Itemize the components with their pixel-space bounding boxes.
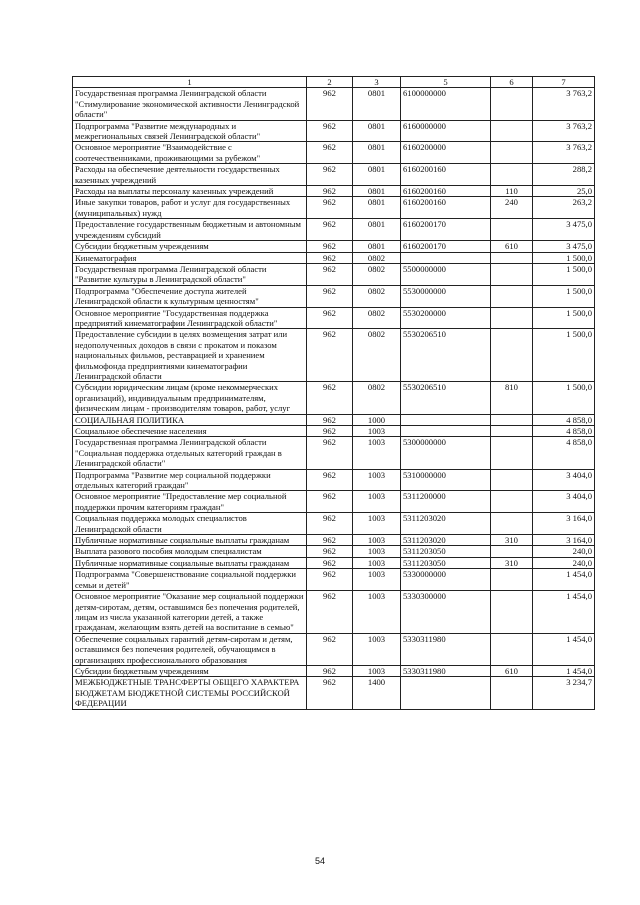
row-gr-cell: 962 <box>307 677 353 709</box>
row-target-cell: 6100000000 <box>401 88 491 120</box>
row-name-cell: Расходы на выплаты персоналу казенных учреждений <box>73 186 307 197</box>
row-section-cell: 1003 <box>353 569 401 591</box>
row-expense-type-cell <box>491 437 533 469</box>
row-sum-cell: 1 500,0 <box>533 307 595 329</box>
row-name-cell: Предоставление государственным бюджетным и автономным учреждениям субсидий <box>73 219 307 241</box>
row-expense-type-cell <box>491 426 533 437</box>
row-target-cell: 5330000000 <box>401 569 491 591</box>
row-target-cell: 5311203050 <box>401 546 491 557</box>
row-target-cell: 5330300000 <box>401 591 491 634</box>
table-row <box>73 469 595 491</box>
budget-table <box>72 76 595 710</box>
row-name-cell: Публичные нормативные социальные выплаты гражданам <box>73 557 307 568</box>
row-sum-cell: 3 234,7 <box>533 677 595 709</box>
row-target-cell <box>401 414 491 425</box>
row-gr-cell: 962 <box>307 665 353 676</box>
row-section-cell: 1003 <box>353 535 401 546</box>
table-row <box>73 382 595 414</box>
row-expense-type-cell <box>491 414 533 425</box>
header-cell: 5 <box>401 77 491 88</box>
row-section-cell: 1003 <box>353 557 401 568</box>
row-name-cell: Подпрограмма "Совершенствование социальной поддержки семьи и детей" <box>73 569 307 591</box>
row-section-cell: 0802 <box>353 382 401 414</box>
row-section-cell: 0801 <box>353 219 401 241</box>
row-target-cell: 5530200000 <box>401 307 491 329</box>
table-header-row <box>73 77 595 88</box>
row-target-cell: 5330311980 <box>401 665 491 676</box>
row-section-cell: 0801 <box>353 164 401 186</box>
row-gr-cell: 962 <box>307 426 353 437</box>
row-gr-cell: 962 <box>307 513 353 535</box>
row-expense-type-cell <box>491 591 533 634</box>
row-gr-cell: 962 <box>307 469 353 491</box>
row-section-cell: 0802 <box>353 307 401 329</box>
row-sum-cell: 3 164,0 <box>533 513 595 535</box>
row-target-cell <box>401 252 491 263</box>
header-cell: 3 <box>353 77 401 88</box>
row-name-cell: Основное мероприятие "Оказание мер социальной поддержки детям-сиротам, детям, оставшимся без попечения родителей, лицам из числа указанной категории детей, а также гражданам, желающим взять детей на воспитание в семью" <box>73 591 307 634</box>
row-section-cell: 1000 <box>353 414 401 425</box>
row-sum-cell: 4 858,0 <box>533 437 595 469</box>
budget-table-container <box>72 76 594 710</box>
row-name-cell: Государственная программа Ленинградской области "Развитие культуры в Ленинградской области" <box>73 263 307 285</box>
table-row <box>73 252 595 263</box>
row-name-cell: Субсидии юридическим лицам (кроме некоммерческих организаций), индивидуальным предпринимателям, физическим лицам - производителям товаров, работ, услуг <box>73 382 307 414</box>
row-gr-cell: 962 <box>307 197 353 219</box>
row-target-cell <box>401 677 491 709</box>
row-name-cell: Кинематография <box>73 252 307 263</box>
row-sum-cell: 3 404,0 <box>533 469 595 491</box>
table-row <box>73 591 595 634</box>
row-gr-cell: 962 <box>307 285 353 307</box>
row-target-cell: 5530206510 <box>401 329 491 382</box>
row-expense-type-cell: 610 <box>491 665 533 676</box>
table-row <box>73 120 595 142</box>
row-expense-type-cell <box>491 307 533 329</box>
table-row <box>73 164 595 186</box>
row-expense-type-cell <box>491 252 533 263</box>
row-name-cell: МЕЖБЮДЖЕТНЫЕ ТРАНСФЕРТЫ ОБЩЕГО ХАРАКТЕРА БЮДЖЕТАМ БЮДЖЕТНОЙ СИСТЕМЫ РОССИЙСКОЙ ФЕДЕРАЦИИ <box>73 677 307 709</box>
row-gr-cell: 962 <box>307 88 353 120</box>
row-section-cell: 0802 <box>353 285 401 307</box>
row-section-cell: 0802 <box>353 252 401 263</box>
table-row <box>73 197 595 219</box>
row-sum-cell: 240,0 <box>533 546 595 557</box>
header-cell: 6 <box>491 77 533 88</box>
row-expense-type-cell: 610 <box>491 241 533 252</box>
row-sum-cell: 240,0 <box>533 557 595 568</box>
row-sum-cell: 1 454,0 <box>533 569 595 591</box>
row-gr-cell: 962 <box>307 491 353 513</box>
row-section-cell: 1003 <box>353 469 401 491</box>
row-gr-cell: 962 <box>307 546 353 557</box>
row-gr-cell: 962 <box>307 241 353 252</box>
row-gr-cell: 962 <box>307 263 353 285</box>
row-target-cell: 6160200170 <box>401 241 491 252</box>
table-row <box>73 557 595 568</box>
row-expense-type-cell <box>491 88 533 120</box>
row-name-cell: Выплата разового пособия молодым специалистам <box>73 546 307 557</box>
row-gr-cell: 962 <box>307 219 353 241</box>
row-name-cell: Основное мероприятие "Предоставление мер социальной поддержки прочим категориям граждан" <box>73 491 307 513</box>
row-name-cell: Социальное обеспечение населения <box>73 426 307 437</box>
row-expense-type-cell <box>491 569 533 591</box>
row-sum-cell: 1 500,0 <box>533 382 595 414</box>
row-expense-type-cell <box>491 142 533 164</box>
row-name-cell: Субсидии бюджетным учреждениям <box>73 241 307 252</box>
row-sum-cell: 263,2 <box>533 197 595 219</box>
row-section-cell: 1400 <box>353 677 401 709</box>
table-row <box>73 186 595 197</box>
row-expense-type-cell: 810 <box>491 382 533 414</box>
row-expense-type-cell <box>491 677 533 709</box>
row-gr-cell: 962 <box>307 307 353 329</box>
row-target-cell: 6160200170 <box>401 219 491 241</box>
row-gr-cell: 962 <box>307 557 353 568</box>
table-row <box>73 219 595 241</box>
row-expense-type-cell <box>491 219 533 241</box>
row-expense-type-cell <box>491 491 533 513</box>
row-expense-type-cell <box>491 263 533 285</box>
row-gr-cell: 962 <box>307 164 353 186</box>
table-row <box>73 414 595 425</box>
row-sum-cell: 3 475,0 <box>533 219 595 241</box>
row-gr-cell: 962 <box>307 142 353 164</box>
row-target-cell: 6160000000 <box>401 120 491 142</box>
row-sum-cell: 1 500,0 <box>533 285 595 307</box>
row-target-cell: 5300000000 <box>401 437 491 469</box>
row-gr-cell: 962 <box>307 437 353 469</box>
row-name-cell: Иные закупки товаров, работ и услуг для государственных (муниципальных) нужд <box>73 197 307 219</box>
row-sum-cell: 3 164,0 <box>533 535 595 546</box>
row-section-cell: 1003 <box>353 546 401 557</box>
table-row <box>73 88 595 120</box>
row-name-cell: Расходы на обеспечение деятельности государственных казенных учреждений <box>73 164 307 186</box>
row-name-cell: Подпрограмма "Развитие мер социальной поддержки отдельных категорий граждан" <box>73 469 307 491</box>
row-name-cell: Государственная программа Ленинградской области "Социальная поддержка отдельных категорий граждан в Ленинградской области" <box>73 437 307 469</box>
row-gr-cell: 962 <box>307 569 353 591</box>
header-cell: 1 <box>73 77 307 88</box>
row-target-cell: 5530000000 <box>401 285 491 307</box>
row-expense-type-cell <box>491 513 533 535</box>
row-sum-cell: 1 454,0 <box>533 665 595 676</box>
row-sum-cell: 25,0 <box>533 186 595 197</box>
row-section-cell: 0801 <box>353 186 401 197</box>
table-row <box>73 633 595 665</box>
table-row <box>73 142 595 164</box>
row-name-cell: Предоставление субсидии в целях возмещения затрат или недополученных доходов в связи с прокатом и показом национальных фильмов, реставрацией и хранением фильмофонда предприятиями кинематографии Ленинградской области <box>73 329 307 382</box>
row-target-cell: 5500000000 <box>401 263 491 285</box>
row-expense-type-cell <box>491 469 533 491</box>
row-section-cell: 1003 <box>353 633 401 665</box>
row-target-cell: 5311203020 <box>401 535 491 546</box>
row-section-cell: 0801 <box>353 142 401 164</box>
row-expense-type-cell <box>491 285 533 307</box>
table-row <box>73 569 595 591</box>
table-row <box>73 491 595 513</box>
row-name-cell: СОЦИАЛЬНАЯ ПОЛИТИКА <box>73 414 307 425</box>
row-section-cell: 0801 <box>353 197 401 219</box>
row-sum-cell: 3 404,0 <box>533 491 595 513</box>
row-gr-cell: 962 <box>307 591 353 634</box>
row-target-cell <box>401 426 491 437</box>
row-sum-cell: 3 763,2 <box>533 120 595 142</box>
row-sum-cell: 4 858,0 <box>533 426 595 437</box>
row-sum-cell: 3 475,0 <box>533 241 595 252</box>
row-gr-cell: 962 <box>307 120 353 142</box>
row-sum-cell: 1 454,0 <box>533 591 595 634</box>
row-target-cell: 6160200000 <box>401 142 491 164</box>
row-target-cell: 5310000000 <box>401 469 491 491</box>
row-gr-cell: 962 <box>307 252 353 263</box>
row-target-cell: 6160200160 <box>401 186 491 197</box>
row-name-cell: Публичные нормативные социальные выплаты гражданам <box>73 535 307 546</box>
table-row <box>73 241 595 252</box>
row-expense-type-cell <box>491 164 533 186</box>
header-cell: 2 <box>307 77 353 88</box>
row-expense-type-cell: 110 <box>491 186 533 197</box>
row-expense-type-cell: 310 <box>491 557 533 568</box>
table-row <box>73 535 595 546</box>
row-sum-cell: 4 858,0 <box>533 414 595 425</box>
row-section-cell: 1003 <box>353 491 401 513</box>
row-section-cell: 0801 <box>353 120 401 142</box>
row-expense-type-cell: 310 <box>491 535 533 546</box>
row-gr-cell: 962 <box>307 186 353 197</box>
table-row <box>73 513 595 535</box>
row-sum-cell: 3 763,2 <box>533 142 595 164</box>
row-section-cell: 1003 <box>353 513 401 535</box>
header-cell: 7 <box>533 77 595 88</box>
row-target-cell: 5530206510 <box>401 382 491 414</box>
table-row <box>73 546 595 557</box>
row-name-cell: Подпрограмма "Обеспечение доступа жителей Ленинградской области к культурным ценностям" <box>73 285 307 307</box>
table-row <box>73 677 595 709</box>
row-section-cell: 0801 <box>353 241 401 252</box>
row-name-cell: Обеспечение социальных гарантий детям-сиротам и детям, оставшимся без попечения родителей, обучающимся в организациях профессионального образования <box>73 633 307 665</box>
row-expense-type-cell <box>491 329 533 382</box>
row-sum-cell: 288,2 <box>533 164 595 186</box>
row-gr-cell: 962 <box>307 633 353 665</box>
row-sum-cell: 1 500,0 <box>533 252 595 263</box>
row-expense-type-cell: 240 <box>491 197 533 219</box>
table-row <box>73 437 595 469</box>
row-section-cell: 1003 <box>353 437 401 469</box>
row-target-cell: 5311203020 <box>401 513 491 535</box>
row-section-cell: 0801 <box>353 88 401 120</box>
row-sum-cell: 1 500,0 <box>533 329 595 382</box>
row-section-cell: 1003 <box>353 665 401 676</box>
row-name-cell: Основное мероприятие "Взаимодействие с соотечественниками, проживающими за рубежом" <box>73 142 307 164</box>
table-row <box>73 665 595 676</box>
table-row <box>73 329 595 382</box>
row-sum-cell: 1 500,0 <box>533 263 595 285</box>
row-gr-cell: 962 <box>307 329 353 382</box>
table-row <box>73 426 595 437</box>
row-gr-cell: 962 <box>307 414 353 425</box>
row-target-cell: 6160200160 <box>401 197 491 219</box>
row-sum-cell: 3 763,2 <box>533 88 595 120</box>
row-name-cell: Субсидии бюджетным учреждениям <box>73 665 307 676</box>
row-section-cell: 0802 <box>353 263 401 285</box>
row-name-cell: Подпрограмма "Развитие международных и межрегиональных связей Ленинградской области" <box>73 120 307 142</box>
row-sum-cell: 1 454,0 <box>533 633 595 665</box>
page-number: 54 <box>314 856 325 866</box>
row-section-cell: 0802 <box>353 329 401 382</box>
row-name-cell: Основное мероприятие "Государственная поддержка предприятий кинематографии Ленинградской области" <box>73 307 307 329</box>
row-section-cell: 1003 <box>353 426 401 437</box>
row-expense-type-cell <box>491 120 533 142</box>
row-section-cell: 1003 <box>353 591 401 634</box>
row-gr-cell: 962 <box>307 382 353 414</box>
row-expense-type-cell <box>491 546 533 557</box>
row-target-cell: 5330311980 <box>401 633 491 665</box>
row-expense-type-cell <box>491 633 533 665</box>
row-gr-cell: 962 <box>307 535 353 546</box>
row-target-cell: 6160200160 <box>401 164 491 186</box>
row-name-cell: Государственная программа Ленинградской области "Стимулирование экономической активности Ленинградской области" <box>73 88 307 120</box>
row-name-cell: Социальная поддержка молодых специалистов Ленинградской области <box>73 513 307 535</box>
table-row <box>73 285 595 307</box>
row-target-cell: 5311200000 <box>401 491 491 513</box>
table-row <box>73 263 595 285</box>
table-row <box>73 307 595 329</box>
row-target-cell: 5311203050 <box>401 557 491 568</box>
